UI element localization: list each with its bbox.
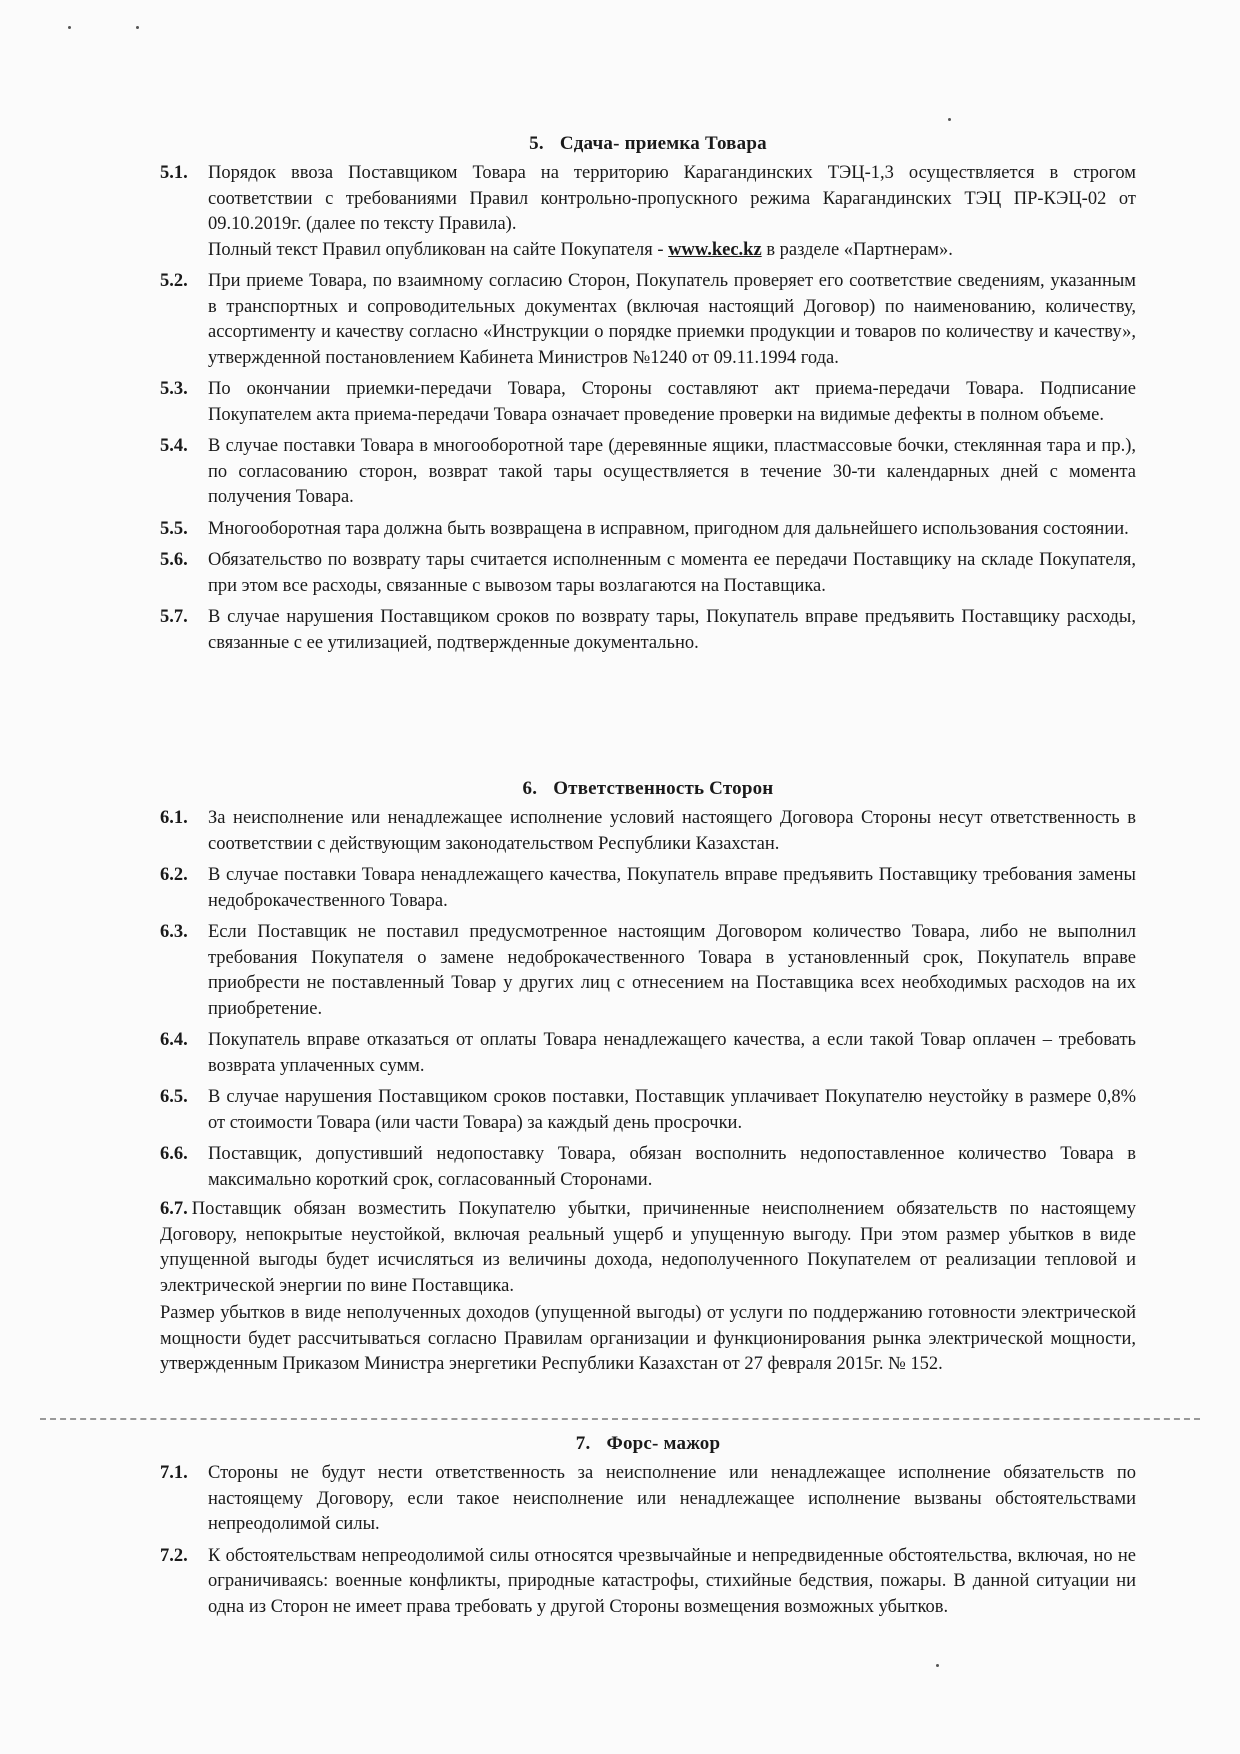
section-heading xyxy=(160,133,1136,155)
clause-5-4 xyxy=(160,434,1136,511)
clause-number: 6.1. xyxy=(160,808,188,828)
website-link[interactable]: www.kec.kz xyxy=(668,239,762,260)
section-6 xyxy=(160,778,1136,1378)
section-number: 7. xyxy=(575,1433,591,1454)
section-5 xyxy=(160,133,1136,656)
clause-5-7 xyxy=(160,605,1136,656)
clause-text: Покупатель вправе отказаться от оплаты Товара ненадлежащего качества, а если такой Товар оплачен – требовать возврата уплаченных сумм. xyxy=(208,1030,1136,1076)
clause-6-3 xyxy=(160,920,1136,1022)
clause-5-2 xyxy=(160,269,1136,371)
section-title: Ответственность Сторон xyxy=(553,778,774,799)
clause-number: 5.1. xyxy=(160,163,188,183)
clause-text: Поставщик, допустивший недопоставку Товара, обязан восполнить недопоставленное количество Товара в максимально короткий срок, согласованный Сторонами. xyxy=(208,1144,1136,1190)
scan-speck xyxy=(136,26,139,29)
clause-number: 5.7. xyxy=(160,607,188,627)
clause-6-7 xyxy=(160,1197,1136,1299)
scan-speck xyxy=(936,1664,939,1667)
section-7 xyxy=(160,1433,1136,1620)
clause-number: 5.6. xyxy=(160,550,188,570)
clause-number: 7.2. xyxy=(160,1545,188,1566)
clause-6-4 xyxy=(160,1028,1136,1079)
clause-text: Поставщик обязан возместить Покупателю убытки, причиненные неисполнением обязательств по настоящему Договору, непокрытые неустойкой, включая реальный ущерб и упущенную выгоду. При этом размер убытков в виде упущенной выгоды будет исчисляться из величины дохода, недополученного Покупателем от реализации тепловой и электрической энергии по вине Поставщика. xyxy=(160,1199,1136,1296)
clause-text: Полный текст Правил опубликован на сайте Покупателя - xyxy=(208,239,664,260)
clause-text: К обстоятельствам непреодолимой силы относятся чрезвычайные и непредвиденные обстоятельства, включая, но не ограничиваясь: военные конфликты, природные катастрофы, стихийные бедствия, пожары. В данной ситуации ни одна из Сторон не имеет права требовать у другой Стороны возмещения возможных убытков. xyxy=(208,1545,1136,1617)
clause-6-1 xyxy=(160,806,1136,857)
scan-dashed-line xyxy=(40,1418,1200,1420)
clause-5-3 xyxy=(160,377,1136,428)
clause-text: В случае поставки Товара ненадлежащего качества, Покупатель вправе предъявить Поставщику требования замены недоброкачественного Товара. xyxy=(208,865,1136,911)
clause-number: 7.1. xyxy=(160,1463,188,1483)
section-title: Сдача- приемка Товара xyxy=(559,133,767,154)
section-heading xyxy=(160,1433,1136,1455)
section-heading xyxy=(160,778,1136,800)
clause-text: в разделе «Партнерам». xyxy=(766,239,953,260)
clause-text: Порядок ввоза Поставщиком Товара на территорию Карагандинских ТЭЦ-1,3 осуществляется в строгом соответствии с требованиями Правил контрольно-пропускного режима Карагандинских ТЭЦ ПР-КЭЦ-02 от 09.10.2019г. (далее по тексту Правила). Полный текст Правил опубликован на сайте Покупателя - www.kec.kz в разделе «Партнерам». xyxy=(208,163,1136,260)
clause-number: 5.4. xyxy=(160,436,188,456)
clause-number: 5.5. xyxy=(160,518,188,539)
clause-6-2 xyxy=(160,863,1136,914)
scan-speck xyxy=(948,118,951,121)
scan-speck xyxy=(68,26,71,29)
clause-text: В случае нарушения Поставщиком сроков поставки, Поставщик уплачивает Покупателю неустойку в размере 0,8% от стоимости Товара (или части Товара) за каждый день просрочки. xyxy=(208,1087,1136,1133)
clause-5-1 xyxy=(160,161,1136,263)
clause-text: При приеме Товара, по взаимному согласию Сторон, Покупатель проверяет его соответствие сведениям, указанным в транспортных и сопроводительных документах (включая настоящий Договор) по наименованию, количеству, ассортименту и качеству согласно «Инструкции о порядке приемки продукции и товаров по количеству и качеству», утвержденной постановлением Кабинета Министров №1240 от 09.11.1994 года. xyxy=(208,271,1136,368)
section-number: 6. xyxy=(522,778,538,799)
clause-text: По окончании приемки-передачи Товара, Стороны составляют акт приема-передачи Товара. Подписание Покупателем акта приема-передачи Товара означает проведение проверки на видимые дефекты в полном объеме. xyxy=(208,379,1136,425)
clause-text: Обязательство по возврату тары считается исполненным с момента ее передачи Поставщику на складе Покупателя, при этом все расходы, связанные с вывозом тары возлагаются на Поставщика. xyxy=(208,550,1136,596)
section-title: Форс- мажор xyxy=(606,1433,721,1454)
clause-number: 6.7. xyxy=(160,1199,188,1219)
clause-number: 6.6. xyxy=(160,1144,188,1164)
clause-6-6 xyxy=(160,1142,1136,1193)
clause-number: 6.4. xyxy=(160,1030,188,1050)
clause-5-5 xyxy=(160,517,1136,543)
clause-text: Если Поставщик не поставил предусмотренное настоящим Договором количество Товара, либо не выполнил требования Покупателя о замене недоброкачественного Товара в установленный срок, Покупатель вправе приобрести не поставленный Товар у других лиц с отнесением на Поставщика всех необходимых расходов на их приобретение. xyxy=(208,922,1136,1019)
clause-number: 6.3. xyxy=(160,922,188,942)
clause-5-6 xyxy=(160,548,1136,599)
clause-number: 6.2. xyxy=(160,865,188,885)
clause-6-5 xyxy=(160,1085,1136,1136)
section-number: 5. xyxy=(529,133,544,154)
clause-text: Стороны не будут нести ответственность за неисполнение или ненадлежащее исполнение обязательств по настоящему Договору, если такое неисполнение или ненадлежащее исполнение вызваны обстоятельствами непреодолимой силы. xyxy=(208,1463,1136,1534)
clause-text: Многооборотная тара должна быть возвращена в исправном, пригодном для дальнейшего использования состоянии. xyxy=(208,518,1129,539)
clause-number: 5.3. xyxy=(160,379,188,399)
clause-text: В случае нарушения Поставщиком сроков по возврату тары, Покупатель вправе предъявить Поставщику расходы, связанные с ее утилизацией, подтвержденные документально. xyxy=(208,607,1136,653)
clause-number: 6.5. xyxy=(160,1087,188,1107)
clause-7-1 xyxy=(160,1461,1136,1538)
clause-text: В случае поставки Товара в многооборотной таре (деревянные ящики, пластмассовые бочки, стеклянная тара и пр.), по согласованию сторон, возврат такой тары осуществляется в течение 30-ти календарных дней с момента получения Товара. xyxy=(208,436,1136,507)
clause-text: За неисполнение или ненадлежащее исполнение условий настоящего Договора Стороны несут ответственность в соответствии с действующим законодательством Республики Казахстан. xyxy=(208,808,1136,854)
damages-paragraph: Размер убытков в виде неполученных доходов (упущенной выгоды) от услуги по поддержанию готовности электрической мощности будет рассчитываться согласно Правилам организации и функционирования рынка электрической мощности, утвержденным Приказом Министра энергетики Республики Казахстан от 27 февраля 2015г. № 152. xyxy=(160,1303,1136,1374)
clause-number: 5.2. xyxy=(160,271,188,291)
clause-7-2 xyxy=(160,1544,1136,1621)
